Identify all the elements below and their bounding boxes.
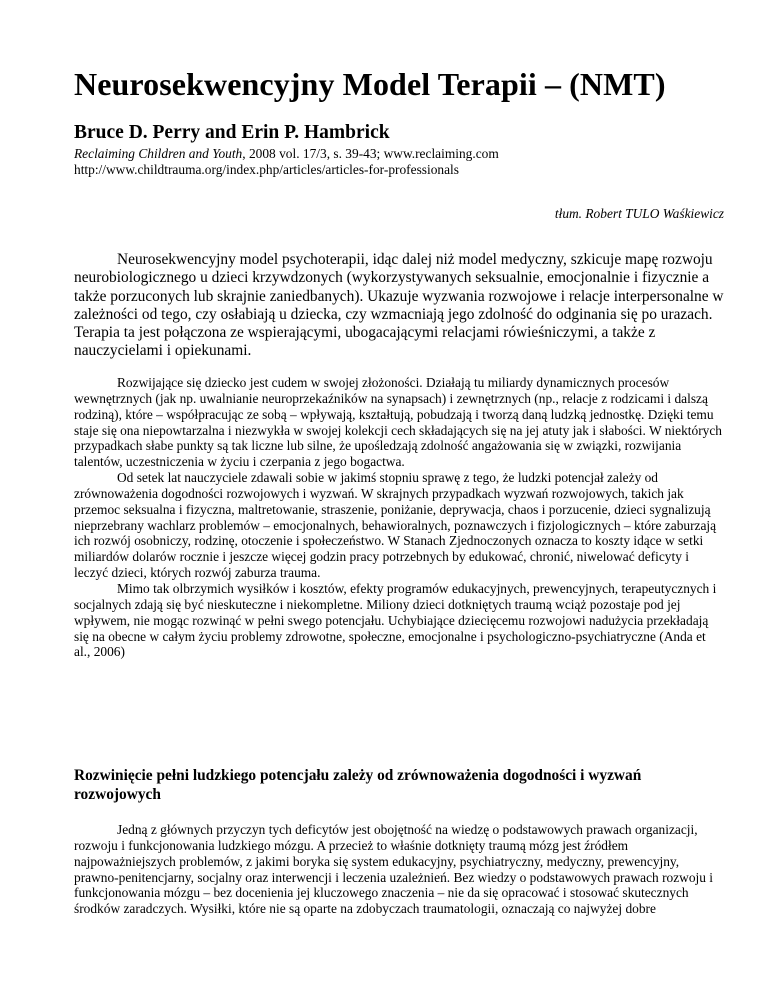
paragraph: Od setek lat nauczyciele zdawali sobie w jakimś stopniu sprawę z tego, że ludzki potencjał zależy od zrównoważenia dogodności rozwojowych i wyzwań. W skrajnych przypadkach wyzwań rozwojowych, takich jak przemoc seksualna i fizyczna, maltretowanie, straszenie, poniżanie, deprywacja, chaos i porzucenie, dzieci sygnalizują nieprzebrany wachlarz problemów – emocjonalnych, behawioralnych, poznawczych i fizjologicznych – które zaburzają ich rozwój osobniczy, rodzinę, otoczenie i społeczeństwo. W Stanach Zjednoczonych oznacza to koszty idące w setki miliardów dolarów rocznie i jeszcze więcej godzin pracy potrzebnych by edukować, chronić, niwelować deficyty i leczyć dzieci, których rozwój zaburza trauma. <box>74 470 717 581</box>
section-heading: Rozwinięcie pełni ludzkiego potencjału zależy od zrównoważenia dogodności i wyzwań rozwojowych <box>74 767 642 803</box>
translator-credit: tłum. Robert TULO Waśkiewicz <box>554 206 724 221</box>
authors: Bruce D. Perry and Erin P. Hambrick <box>74 122 390 143</box>
journal-name: Reclaiming Children and Youth <box>74 146 243 161</box>
paragraph: Rozwijające się dziecko jest cudem w swojej złożoności. Działają tu miliardy dynamicznych procesów wewnętrznych (jak np. uwalnianie neuroprzekaźników na synapsach) i zewnętrznych (np., relacje z rodzicami i dalszą rodziną), które – współpracując ze sobą – wpływają, kształtują, pobudzają i tworzą daną ludzką jednostkę. Dzięki temu staje się ona niepowtarzalna i niezwykła w swojej kolekcji cech składających się na jej atuty jak i słabości. W niektórych przypadkach słabe punkty są tak liczne lub silne, że upośledzają zdolność angażowania się w związki, rozwijania talentów, uczestniczenia w życiu i czerpania z jego bogactwa. <box>74 375 722 470</box>
document-title: Neurosekwencyjny Model Terapii – (NMT) <box>74 66 666 102</box>
citation <box>74 146 499 162</box>
citation-details: , 2008 vol. 17/3, s. 39-43; www.reclaiming.com <box>242 146 499 161</box>
paragraph: Mimo tak olbrzymich wysiłków i kosztów, efekty programów edukacyjnych, prewencyjnych, terapeutycznych i socjalnych zdają się być nieskuteczne i niekompletne. Miliony dzieci dotkniętych traumą wciąż pozostaje pod jej wpływem, nie mogąc rozwinąć w pełni swego potencjału. Uchybiające dziecięcemu rozwojowi nadużycia przekładają się na obecne w całym życiu problemy zdrowotne, społeczne, emocjonalne i psychologiczno-psychiatryczne (Anda et al., 2006) <box>74 580 717 660</box>
body-section-1 <box>74 375 724 660</box>
lead-paragraph: Neurosekwencyjny model psychoterapii, idąc dalej niż model medyczny, szkicuje mapę rozwoju neurobiologicznego u dzieci krzywdzonych (wykorzystywanych seksualnie, emocjonalnie i fizycznie a także porzuconych lub skrajnie zaniedbanych). Ukazuje wyzwania rozwojowe i relacje interpersonalne w zależności od tego, czy osłabiają u dziecka, czy wzmacniają jego zdolność do odginania się po urazach. Terapia ta jest połączona ze wspierającymi, ubogacającymi relacjami rówieśniczymi, a także z nauczycielami i opiekunami. <box>74 251 724 360</box>
source-url: http://www.childtrauma.org/index.php/articles/articles-for-professionals <box>74 162 459 177</box>
paragraph: Jedną z głównych przyczyn tych deficytów jest obojętność na wiedzę o podstawowych prawach organizacji, rozwoju i funkcjonowania ludzkiego mózgu. A przecież to właśnie dotknięty traumą mózg jest źródłem najpoważniejszych problemów, z jakimi boryka się system edukacyjny, psychiatryczny, medyczny, prewencyjny, prawno-penitencjarny, socjalny oraz interwencji i leczenia uzależnień. Bez wiedzy o podstawowych prawach rozwoju i funkcjonowania mózgu – bez docenienia jej kluczowego znaczenia – nie da się opracować i stosować skutecznych środków zaradczych. Wysiłki, które nie są oparte na zdobyczach traumatologii, oznaczają co najwyżej dobre <box>74 822 714 917</box>
body-section-2 <box>74 822 724 917</box>
